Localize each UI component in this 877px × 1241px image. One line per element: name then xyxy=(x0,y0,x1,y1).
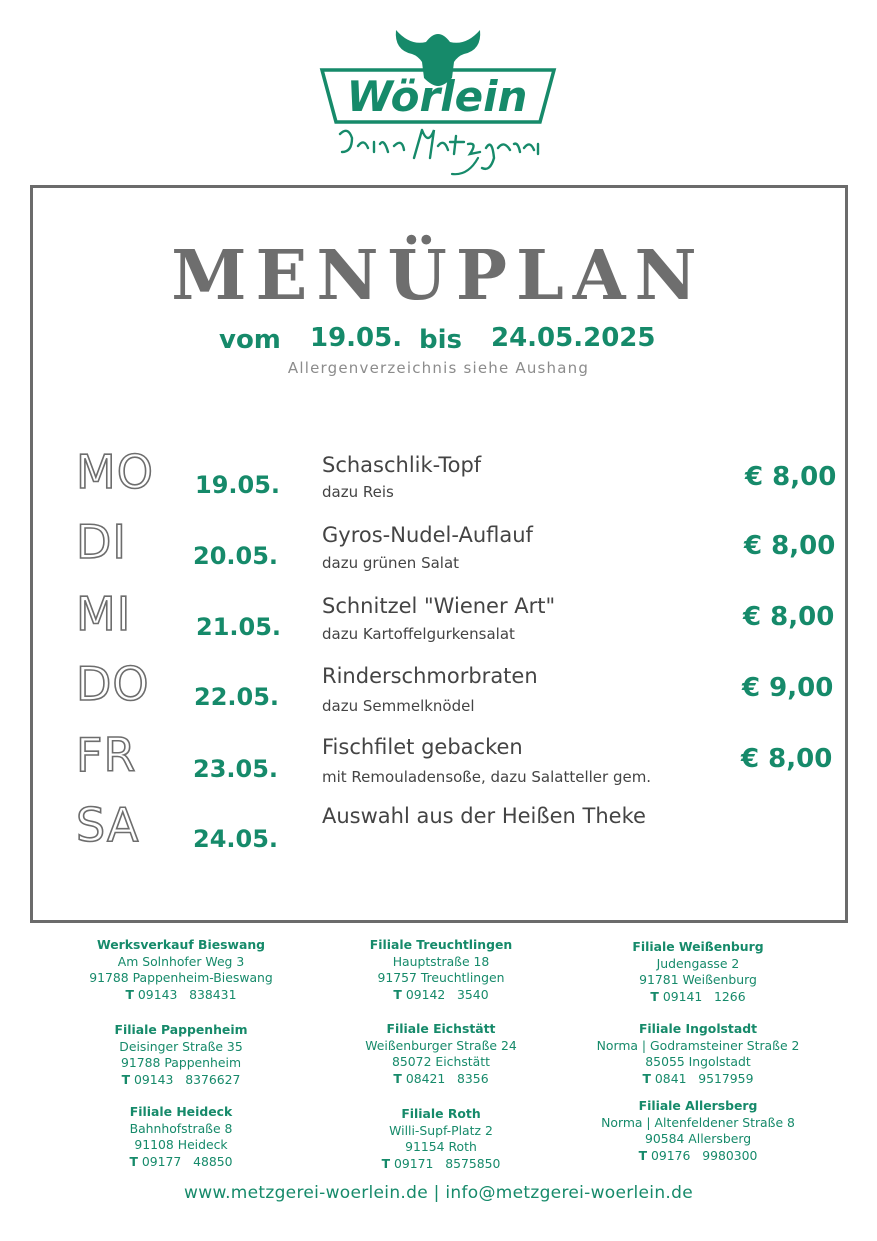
day-abbr-sa: SA xyxy=(76,798,140,852)
branch-name: Filiale Weißenburg xyxy=(632,939,764,954)
dish-di: Gyros-Nudel-Auflauf xyxy=(322,523,533,547)
date-to: 24.05.2025 xyxy=(491,323,656,353)
branch-ingolstadt xyxy=(590,1021,806,1087)
phone-number: 08421 8356 xyxy=(405,1070,489,1086)
branch-name: Werksverkauf Bieswang xyxy=(96,937,266,952)
branch-phone xyxy=(60,1072,302,1089)
day-date-sa: 24.05. xyxy=(193,825,279,853)
price-do: € 9,00 xyxy=(742,673,834,703)
price-di: € 8,00 xyxy=(744,531,836,561)
phone-prefix: T xyxy=(393,1070,402,1086)
branch-city: 91781 Weißenburg xyxy=(639,972,757,987)
side-mo: dazu Reis xyxy=(322,483,394,501)
phone-prefix: T xyxy=(650,988,659,1004)
phone-number: 09143 838431 xyxy=(137,986,237,1002)
branch-street: Bahnhofstraße 8 xyxy=(129,1120,233,1136)
branch-city: 85055 Ingolstadt xyxy=(645,1054,751,1069)
date-from-label: vom xyxy=(219,325,281,355)
side-mi: dazu Kartoffelgurkensalat xyxy=(322,625,515,643)
branch-roth xyxy=(330,1106,552,1172)
branch-name: Filiale Ingolstadt xyxy=(638,1021,758,1036)
dish-mo: Schaschlik-Topf xyxy=(322,453,482,477)
day-date-mo: 19.05. xyxy=(195,471,281,499)
phone-number: 09143 8376627 xyxy=(133,1071,241,1087)
branch-city: 91757 Treuchtlingen xyxy=(377,970,505,985)
branch-street: Hauptstraße 18 xyxy=(392,953,490,969)
brand-name: Wörlein xyxy=(346,72,528,121)
branch-phone xyxy=(330,987,552,1004)
page-title: MENÜPLAN xyxy=(171,236,706,316)
branch-phone xyxy=(330,1071,552,1088)
phone-number: 09141 1266 xyxy=(662,988,746,1004)
brand-tagline xyxy=(318,26,319,27)
phone-number: 0841 9517959 xyxy=(654,1070,754,1086)
branch-allersberg xyxy=(590,1098,806,1164)
phone-prefix: T xyxy=(393,986,402,1002)
branch-weissenburg xyxy=(590,939,806,1005)
branch-city: 91154 Roth xyxy=(405,1139,477,1154)
footer-contact: www.metzgerei-woerlein.de | info@metzgerei-woerlein.de xyxy=(184,1183,693,1203)
price-mi: € 8,00 xyxy=(743,602,835,632)
phone-number: 09177 48850 xyxy=(141,1153,233,1169)
branch-eichstaett xyxy=(330,1021,552,1087)
branch-phone xyxy=(60,1154,302,1171)
branch-name: Filiale Eichstätt xyxy=(386,1021,496,1036)
branch-bieswang xyxy=(60,937,302,1003)
branch-name: Filiale Pappenheim xyxy=(114,1022,248,1037)
branch-pappenheim xyxy=(60,1022,302,1088)
branch-name: Filiale Treuchtlingen xyxy=(369,937,513,952)
branch-treuchtlingen xyxy=(330,937,552,1003)
branch-phone xyxy=(590,1148,806,1165)
day-date-do: 22.05. xyxy=(194,683,280,711)
phone-prefix: T xyxy=(381,1155,391,1171)
dish-sa: Auswahl aus der Heißen Theke xyxy=(322,804,646,828)
brand-logo xyxy=(318,26,558,176)
branch-name: Filiale Heideck xyxy=(129,1104,233,1119)
day-abbr-di: DI xyxy=(76,515,127,569)
branch-city: 90584 Allersberg xyxy=(644,1131,752,1146)
day-date-di: 20.05. xyxy=(193,542,279,570)
phone-prefix: T xyxy=(642,1070,651,1086)
side-do: dazu Semmelknödel xyxy=(322,697,475,715)
branch-city: 91788 Pappenheim-Bieswang xyxy=(89,970,273,985)
side-fr: mit Remouladensoße, dazu Salatteller gem. xyxy=(322,768,652,786)
branch-city: 91788 Pappenheim xyxy=(120,1055,242,1070)
branch-street: Deisinger Straße 35 xyxy=(119,1038,243,1054)
dish-fr: Fischfilet gebacken xyxy=(322,735,523,759)
price-mo: € 8,00 xyxy=(745,462,837,492)
branch-street: Weißenburger Straße 24 xyxy=(365,1037,517,1053)
dish-mi: Schnitzel "Wiener Art" xyxy=(322,594,556,618)
phone-prefix: T xyxy=(638,1147,648,1163)
branch-street: Am Solnhofer Weg 3 xyxy=(117,953,245,969)
allergen-note: Allergenverzeichnis siehe Aushang xyxy=(287,359,590,377)
day-date-mi: 21.05. xyxy=(196,613,282,641)
branch-street: Willi-Supf-Platz 2 xyxy=(389,1122,493,1138)
branch-phone xyxy=(590,989,806,1006)
branch-street: Norma | Altenfeldener Straße 8 xyxy=(601,1114,795,1130)
branch-street: Judengasse 2 xyxy=(656,955,740,971)
branch-city: 91108 Heideck xyxy=(134,1137,228,1152)
day-date-fr: 23.05. xyxy=(193,755,279,783)
date-from: 19.05. xyxy=(310,323,403,353)
day-abbr-fr: FR xyxy=(76,728,137,782)
price-fr: € 8,00 xyxy=(741,744,833,774)
branch-street: Norma | Godramsteiner Straße 2 xyxy=(596,1037,800,1053)
phone-number: 09176 9980300 xyxy=(650,1147,758,1163)
phone-prefix: T xyxy=(129,1153,138,1169)
side-di: dazu grünen Salat xyxy=(322,554,460,572)
day-abbr-mo: MO xyxy=(76,445,154,499)
branch-phone xyxy=(590,1071,806,1088)
branch-name: Filiale Roth xyxy=(401,1106,481,1121)
branch-city: 85072 Eichstätt xyxy=(392,1054,490,1069)
branch-phone xyxy=(330,1156,552,1173)
phone-number: 09142 3540 xyxy=(405,986,489,1002)
day-abbr-do: DO xyxy=(76,657,150,711)
branch-heideck xyxy=(60,1104,302,1170)
day-abbr-mi: MI xyxy=(76,587,132,641)
dish-do: Rinderschmorbraten xyxy=(322,664,538,688)
phone-number: 09171 8575850 xyxy=(393,1155,501,1171)
phone-prefix: T xyxy=(121,1071,131,1087)
branch-phone xyxy=(60,987,302,1004)
date-to-label: bis xyxy=(419,325,462,355)
phone-prefix: T xyxy=(125,986,134,1002)
branch-name: Filiale Allersberg xyxy=(638,1098,758,1113)
